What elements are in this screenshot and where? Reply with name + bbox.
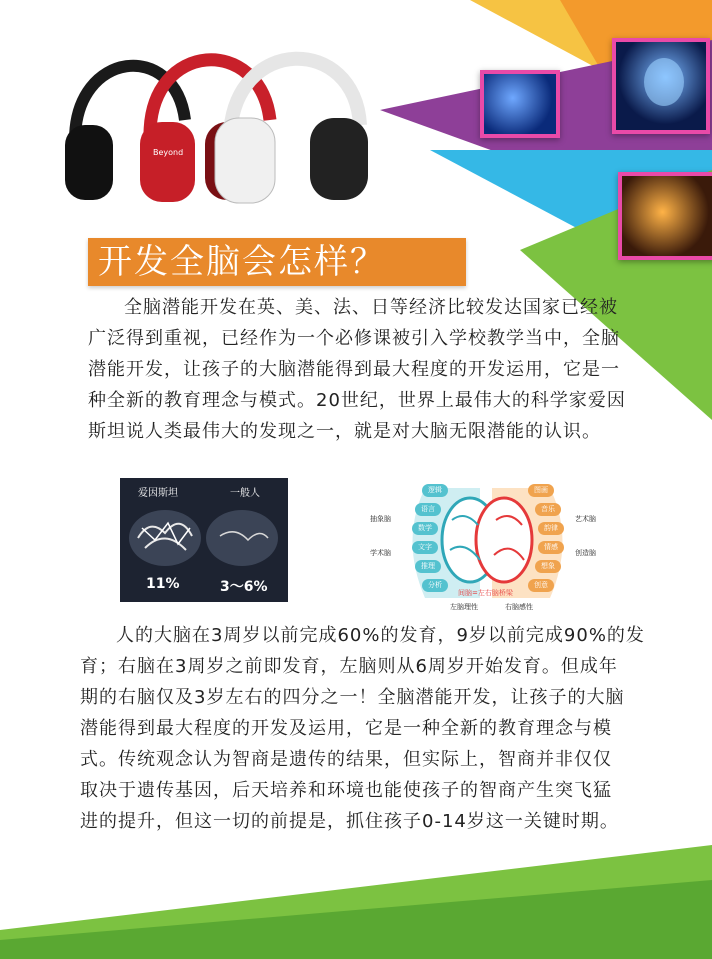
right-bubble: 图画: [528, 484, 554, 497]
section-title-box: [88, 238, 466, 286]
paragraph-line: 式。传统观念认为智商是遗传的结果，但实际上，智商并非仅仅: [80, 749, 612, 770]
left-bubble: 文字: [412, 541, 438, 554]
paragraph-line: 全脑潜能开发在英、美、法、日等经济比较发达国家已经被: [124, 297, 618, 318]
ordinary-label: 一般人: [230, 488, 260, 499]
brain-scan-photo: [618, 172, 712, 260]
left-bubble: 分析: [422, 579, 448, 592]
right-bubble: 音乐: [535, 503, 561, 516]
right-bubble: 韵律: [538, 522, 564, 535]
einstein-label: 爱因斯坦: [138, 488, 178, 499]
paragraph-line: 人的大脑在3周岁以前完成60%的发育，9岁以前完成90%的发: [116, 625, 645, 646]
left-bubble: 推理: [415, 560, 441, 573]
right-bubble: 想象: [535, 560, 561, 573]
paragraph-line: 种全新的教育理念与模式。20世纪，世界上最伟大的科学家爱因: [88, 390, 626, 411]
section-title: 开发全脑会怎样？: [98, 242, 386, 282]
right-bubble: 创意: [528, 579, 554, 592]
headphones-image: [55, 30, 385, 210]
creative-brain-label: 创造脑: [575, 549, 596, 557]
bridge-label: 间脑=左右脑桥梁: [458, 589, 513, 597]
paragraph-line: 进的提升，但这一切的前提是，抓住孩子0-14岁这一关键时期。: [80, 811, 619, 832]
ordinary-percent: 3～6%: [220, 579, 268, 595]
left-bubble: 逻辑: [422, 484, 448, 497]
paragraph-line: 广泛得到重视，已经作为一个必修课被引入学校教学当中，全脑: [88, 328, 620, 349]
academic-brain-label: 学术脑: [370, 549, 391, 557]
brain-comparison-image: [120, 478, 288, 602]
art-brain-label: 艺术脑: [575, 515, 596, 523]
paragraph-line: 潜能得到最大程度的开发及运用，它是一种全新的教育理念与模: [80, 718, 612, 739]
headphone-brand: Beyond: [153, 148, 184, 157]
head-brain-photo: [612, 38, 710, 134]
paragraph-line: 潜能开发，让孩子的大脑潜能得到最大程度的开发运用，它是一: [88, 359, 620, 380]
paragraph-1: [88, 292, 626, 447]
paragraph-line: 期的右脑仅及3岁左右的四分之一！全脑潜能开发，让孩子的大脑: [80, 687, 625, 708]
left-rational-label: 左脑理性: [450, 603, 478, 611]
abstract-brain-label: 抽象脑: [370, 515, 391, 523]
neural-network-photo: [480, 70, 560, 138]
paragraph-line: 取决于遗传基因，后天培养和环境也能使孩子的智商产生突飞猛: [80, 780, 612, 801]
paragraph-line: 育；右脑在3周岁之前即发育，左脑则从6周岁开始发育。但成年: [80, 656, 618, 677]
right-bubble: 情感: [538, 541, 564, 554]
left-right-brain-diagram: [360, 470, 615, 616]
right-emotional-label: 右脑感性: [505, 603, 533, 611]
paragraph-line: 斯坦说人类最伟大的发现之一，就是对大脑无限潜能的认识。: [88, 421, 601, 442]
left-bubble: 语言: [415, 503, 441, 516]
einstein-percent: 11%: [146, 576, 180, 592]
paragraph-2: [80, 620, 645, 837]
left-bubble: 数学: [412, 522, 438, 535]
